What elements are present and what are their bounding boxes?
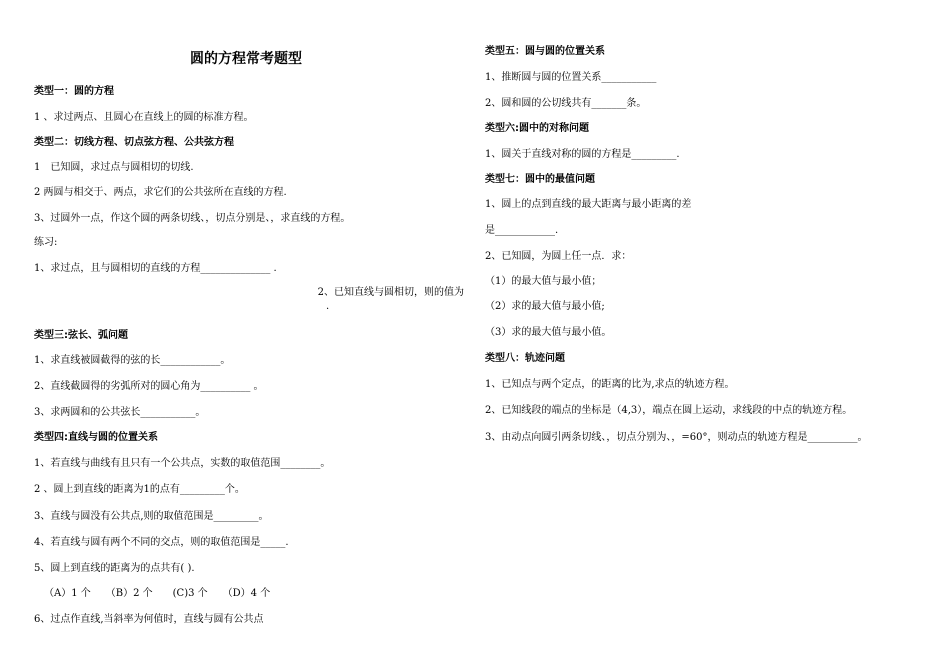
question-7-2-part1: （1）的最大值与最小值； [485, 276, 602, 287]
question-3-2: 2、直线截圆得的劣弧所对的圆心角为__________ 。 [34, 381, 264, 392]
question-5-1: 1、推断圆与圆的位置关系___________ [485, 72, 657, 83]
question-3-3: 3、求两圆和的公共弦长___________。 [34, 407, 206, 418]
section-heading-type2: 类型二：切线方程、切点弦方程、公共弦方程 [34, 137, 234, 148]
question-7-2: 2、已知圆，为圆上任一点．求： [485, 251, 632, 262]
question-4-5: 5、圆上到直线的距离为的点共有( ). [34, 563, 195, 574]
section-heading-type6: 类型六:圆中的对称问题 [485, 123, 589, 134]
question-4-1: 1、若直线与曲线有且只有一个公共点，实数的取值范围________。 [34, 458, 331, 469]
question-7-2-part3: （3）求的最大值与最小值。 [485, 327, 612, 338]
question-4-5-options: （A）1 个 （B）2 个 (C)3 个 （D）4 个 [44, 588, 271, 599]
question-2-2: 2 两圆与相交于、两点，求它们的公共弦所在直线的方程. [34, 187, 287, 198]
question-7-1-cont: 是____________. [485, 225, 559, 236]
practice-question-2: 2、已知直线与圆相切，则的值为 [317, 287, 464, 298]
section-heading-type3: 类型三:弦长、弧问题 [34, 330, 128, 341]
question-8-1: 1、已知点与两个定点，的距离的比为,求点的轨迹方程。 [485, 379, 735, 390]
question-4-2: 2 、圆上到直线的距离为1的点有_________个。 [34, 484, 245, 495]
section-heading-type5: 类型五：圆与圆的位置关系 [485, 46, 605, 57]
section-heading-type4: 类型四:直线与圆的位置关系 [34, 432, 158, 443]
question-5-2: 2、圆和圆的公切线共有_______条。 [485, 98, 647, 109]
question-7-2-part2: （2）求的最大值与最小值; [485, 301, 605, 312]
section-heading-type1: 类型一：圆的方程 [34, 86, 114, 97]
question-4-4: 4、若直线与圆有两个不同的交点，则的取值范围是_____. [34, 537, 289, 548]
question-8-3: 3、由动点向圆引两条切线、，切点分别为、，=60°，则动点的轨迹方程是__________。 [485, 432, 868, 443]
question-1-1: 1 、求过两点、且圆心在直线上的圆的标准方程。 [34, 112, 254, 123]
question-7-1: 1、圆上的点到直线的最大距离与最小距离的差 [485, 199, 692, 210]
practice-label: 练习: [34, 237, 58, 248]
question-2-1: 1 已知圆，求过点与圆相切的切线. [34, 162, 194, 173]
question-6-1: 1、圆关于直线对称的圆的方程是_________. [485, 149, 680, 160]
practice-question-1: 1、求过点，且与圆相切的直线的方程______________ . [34, 263, 277, 274]
question-4-3: 3、直线与圆没有公共点,则的取值范围是_________。 [34, 511, 269, 522]
question-8-2: 2、已知线段的端点的坐标是（4,3），端点在圆上运动，求线段的中点的轨迹方程。 [485, 405, 853, 416]
question-2-3: 3、过圆外一点，作这个圆的两条切线、，切点分别是、，求直线的方程。 [34, 213, 351, 224]
section-heading-type7: 类型七：圆中的最值问题 [485, 174, 595, 185]
page-title: 圆的方程常考题型 [190, 51, 302, 67]
question-3-1: 1、求直线被圆截得的弦的长____________。 [34, 355, 231, 366]
practice-question-2-end: . [326, 301, 330, 312]
section-heading-type8: 类型八：轨迹问题 [485, 353, 565, 364]
question-4-6: 6、过点作直线,当斜率为何值时，直线与圆有公共点 [34, 614, 264, 625]
